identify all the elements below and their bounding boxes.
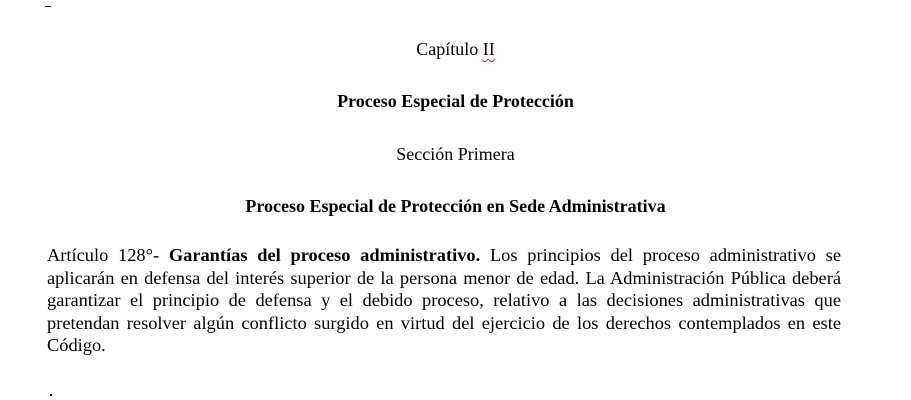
chapter-prefix: Capítulo (416, 39, 483, 59)
article-paragraph (47, 244, 841, 357)
top-dash-mark (45, 6, 51, 7)
bottom-dot-mark (50, 394, 52, 396)
section-heading: Sección Primera (396, 144, 515, 164)
chapter-title: Proceso Especial de Protección (337, 91, 574, 111)
article-body: Los principios del proceso administrativo se aplicarán en defensa del interés superior de la persona menor de edad. La Administración Pública deberá garantizar el principio de defensa y el debido proceso, relativo a las decisiones administrativas que pretendan resolver algún conflicto surgido en virtud del ejercicio de los derechos contemplados en este Código. (47, 245, 841, 355)
article-title: Garantías del proceso administrativo. (168, 245, 481, 265)
article-number: Artículo 128°- (47, 245, 169, 265)
chapter-numeral: II (482, 39, 495, 59)
chapter-heading (0, 38, 911, 60)
section-title: Proceso Especial de Protección en Sede Administrativa (245, 196, 666, 216)
